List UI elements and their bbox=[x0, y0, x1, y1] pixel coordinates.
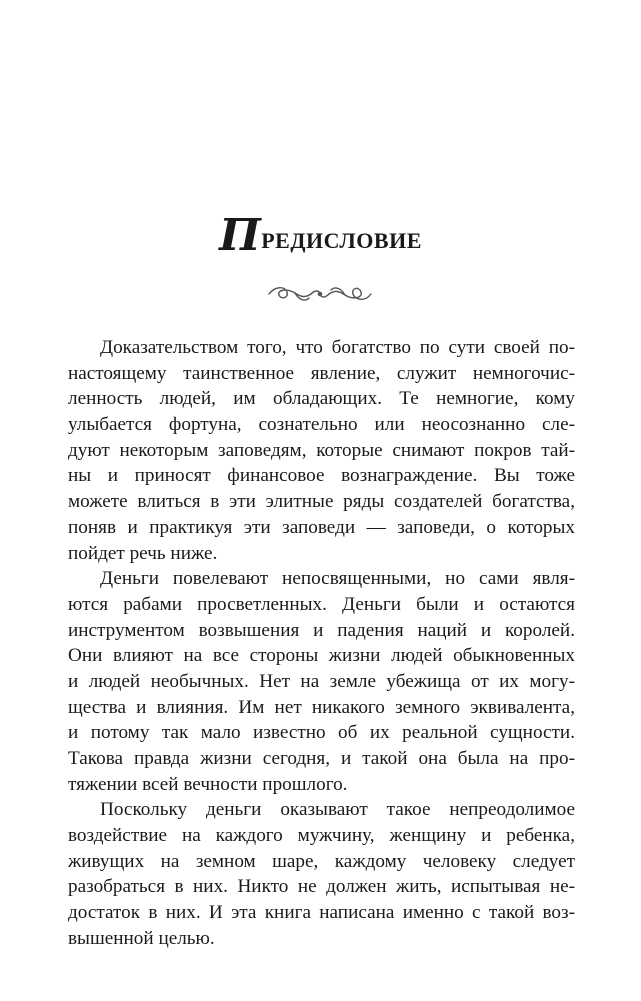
text-line: тяжении всей вечности прошлого. bbox=[68, 773, 348, 795]
text-line: ются рабами просветленных. Деньги были и остаются bbox=[68, 593, 575, 615]
text-line: можете влиться в эти элитные ряды создателей богатства, bbox=[68, 491, 575, 513]
text-line: Они влияют на все стороны жизни людей обыкновенных bbox=[68, 645, 575, 667]
chapter-title bbox=[0, 210, 641, 261]
text-line: Поскольку деньги оказывают такое непреодолимое bbox=[100, 799, 575, 821]
text-line: живущих на земном шаре, каждому человеку следует bbox=[68, 850, 575, 872]
text-line: вышенной целью. bbox=[68, 927, 215, 949]
text-line: пойдет речь ниже. bbox=[68, 542, 218, 564]
text-line: ны и приносят финансовое вознаграждение. Вы тоже bbox=[68, 465, 575, 487]
text-line: и людей необычных. Нет на земле убежища от их могу- bbox=[68, 670, 575, 692]
chapter-title-rest: редисловие bbox=[261, 220, 422, 255]
text-line: и потому так мало известно об их реальной сущности. bbox=[68, 722, 575, 744]
text-line: воздействие на каждого мужчину, женщину и ребенка, bbox=[68, 825, 575, 847]
text-line: Доказательством того, что богатство по сути своей по- bbox=[100, 337, 575, 358]
text-line: Деньги повелевают непосвященными, но сами явля- bbox=[100, 568, 575, 590]
text-line: разобраться в них. Никто не должен жить, испытывая не- bbox=[68, 876, 575, 898]
text-line: дуют некоторым заповедям, которые снимают покров тай- bbox=[68, 439, 575, 461]
text-line: ленность людей, им обладающих. Те немногие, кому bbox=[68, 388, 575, 410]
text-line: поняв и практикуя эти заповеди — заповеди, о которых bbox=[68, 516, 575, 538]
text-line: улыбается фортуна, сознательно или неосознанно сле- bbox=[68, 414, 575, 436]
text-line: настоящему таинственное явление, служит немногочис- bbox=[68, 362, 575, 384]
paragraph-1 bbox=[68, 335, 575, 566]
text-line: щества и влияния. Им нет никакого земного эквивалента, bbox=[68, 696, 575, 718]
paragraph-3 bbox=[68, 797, 575, 951]
text-line: инструментом возвышения и падения наций и королей. bbox=[68, 619, 575, 641]
text-line: достаток в них. И эта книга написана именно с такой воз- bbox=[68, 902, 575, 924]
chapter-title-initial: П bbox=[219, 210, 262, 261]
body-text bbox=[68, 335, 575, 952]
decorative-flourish-icon bbox=[265, 280, 375, 308]
paragraph-2 bbox=[68, 566, 575, 797]
text-line: Такова правда жизни сегодня, и такой она была на про- bbox=[68, 748, 575, 769]
